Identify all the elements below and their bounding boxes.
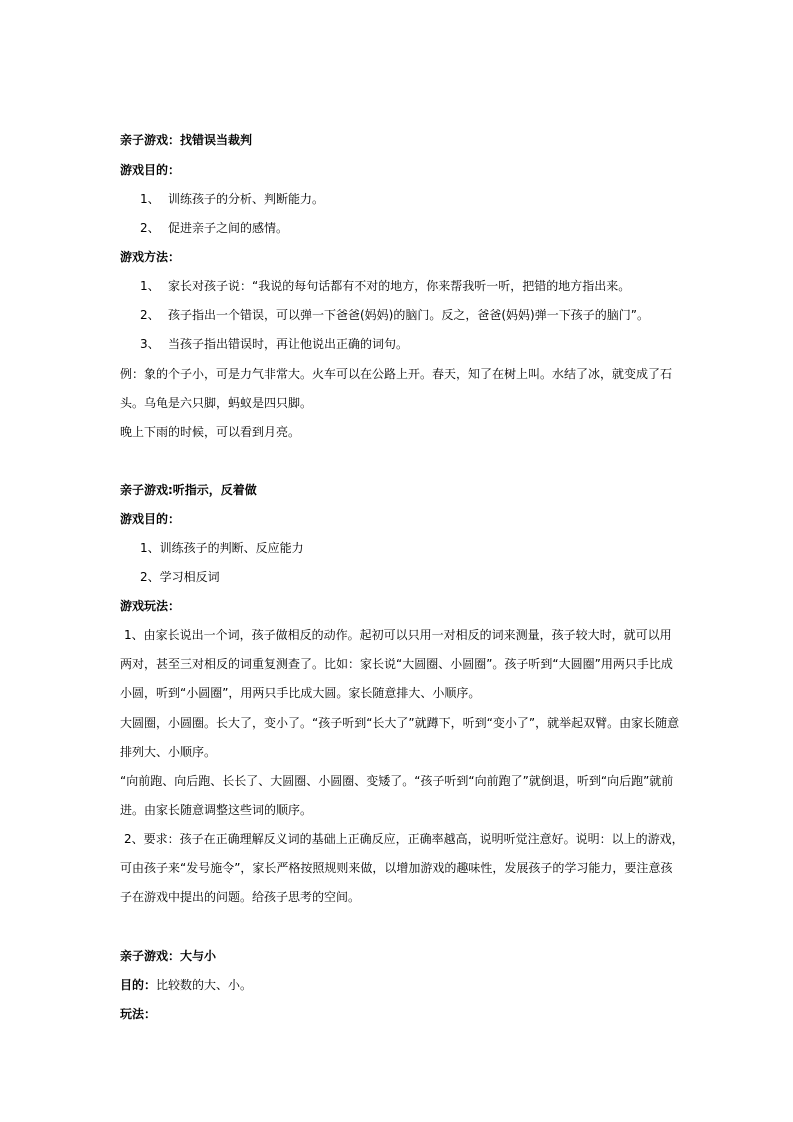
section1-goal-heading: 游戏目的： [120,163,181,177]
section1-method-1: 1、 家长对孩子说：“我说的每句话都有不对的地方，你来帮我听一听，把错的地方指出来。 [140,279,631,293]
section2-play-heading: 游戏玩法： [120,599,181,613]
section3-goal: 目的：比较数的大、小。 [120,978,253,992]
section1-example-line-2: 头。乌龟是六只脚，蚂蚁是四只脚。 [120,396,313,410]
section2-para1-line-2: 两对，甚至三对相反的词重复测查了。比如：家长说“大圆圈、小圆圈”。孩子听到“大圆圈”用两只手比成 [120,657,673,671]
section3-title: 亲子游戏：大与小 [120,949,217,963]
section2-para2-line-1: 大圆圈，小圆圈。长大了，变小了。“孩子听到“长大了”就蹲下，听到“变小了”，就举起双臂。由家长随意 [120,716,680,730]
section2-title: 亲子游戏:听指示，反着做 [120,483,257,497]
section1-goal-1: 1、 训练孩子的分析、判断能力。 [140,192,325,206]
section1-title: 亲子游戏：找错误当裁判 [120,133,253,147]
section1-method-heading: 游戏方法： [120,250,181,264]
section2-para4-line-3: 子在游戏中提出的问题。给孩子思考的空间。 [120,890,361,904]
section2-para4-line-2: 可由孩子来“发号施令”，家长严格按照规则来做，以增加游戏的趣味性，发展孩子的学习能力，要注意孩 [120,861,673,875]
section2-para3-line-1: “向前跑、向后跑、长长了、大圆圈、小圆圈、变矮了。“孩子听到“向前跑了”就倒退，听到“向后跑”就前 [120,774,674,788]
section1-example-line-3: 晚上下雨的时候，可以看到月亮。 [120,425,301,439]
section2-para1-line-1: 1、由家长说出一个词，孩子做相反的动作。起初可以只用一对相反的词来测量，孩子较大时，就可以用 [124,628,672,642]
section1-goal-2: 2、 促进亲子之间的感情。 [140,221,289,235]
section2-goal-1: 1、训练孩子的判断、反应能力 [140,541,304,555]
section2-goal-heading: 游戏目的： [120,512,181,526]
section2-goal-2: 2、学习相反词 [140,570,220,584]
section2-para2-line-2: 排列大、小顺序。 [120,745,217,759]
section2-para1-line-3: 小圆，听到“小圆圈”，用两只手比成大圆。家长随意排大、小顺序。 [120,686,481,700]
section3-play-label: 玩法： [120,1007,157,1021]
section2-para4-line-1: 2、要求：孩子在正确理解反义词的基础上正确反应，正确率越高，说明听觉注意好。说明：以上的游戏， [124,832,684,846]
section2-para3-line-2: 进。由家长随意调整这些词的顺序。 [120,803,313,817]
section1-method-3: 3、 当孩子指出错误时，再让他说出正确的词句。 [140,337,409,351]
section1-method-2: 2、 孩子指出一个错误，可以弹一下爸爸(妈妈)的脑门。反之，爸爸(妈妈)弹一下孩子的脑门”。 [140,308,649,322]
section1-example-line-1: 例：象的个子小，可是力气非常大。火车可以在公路上开。春天，知了在树上叫。水结了冰，就变成了石 [120,367,673,381]
